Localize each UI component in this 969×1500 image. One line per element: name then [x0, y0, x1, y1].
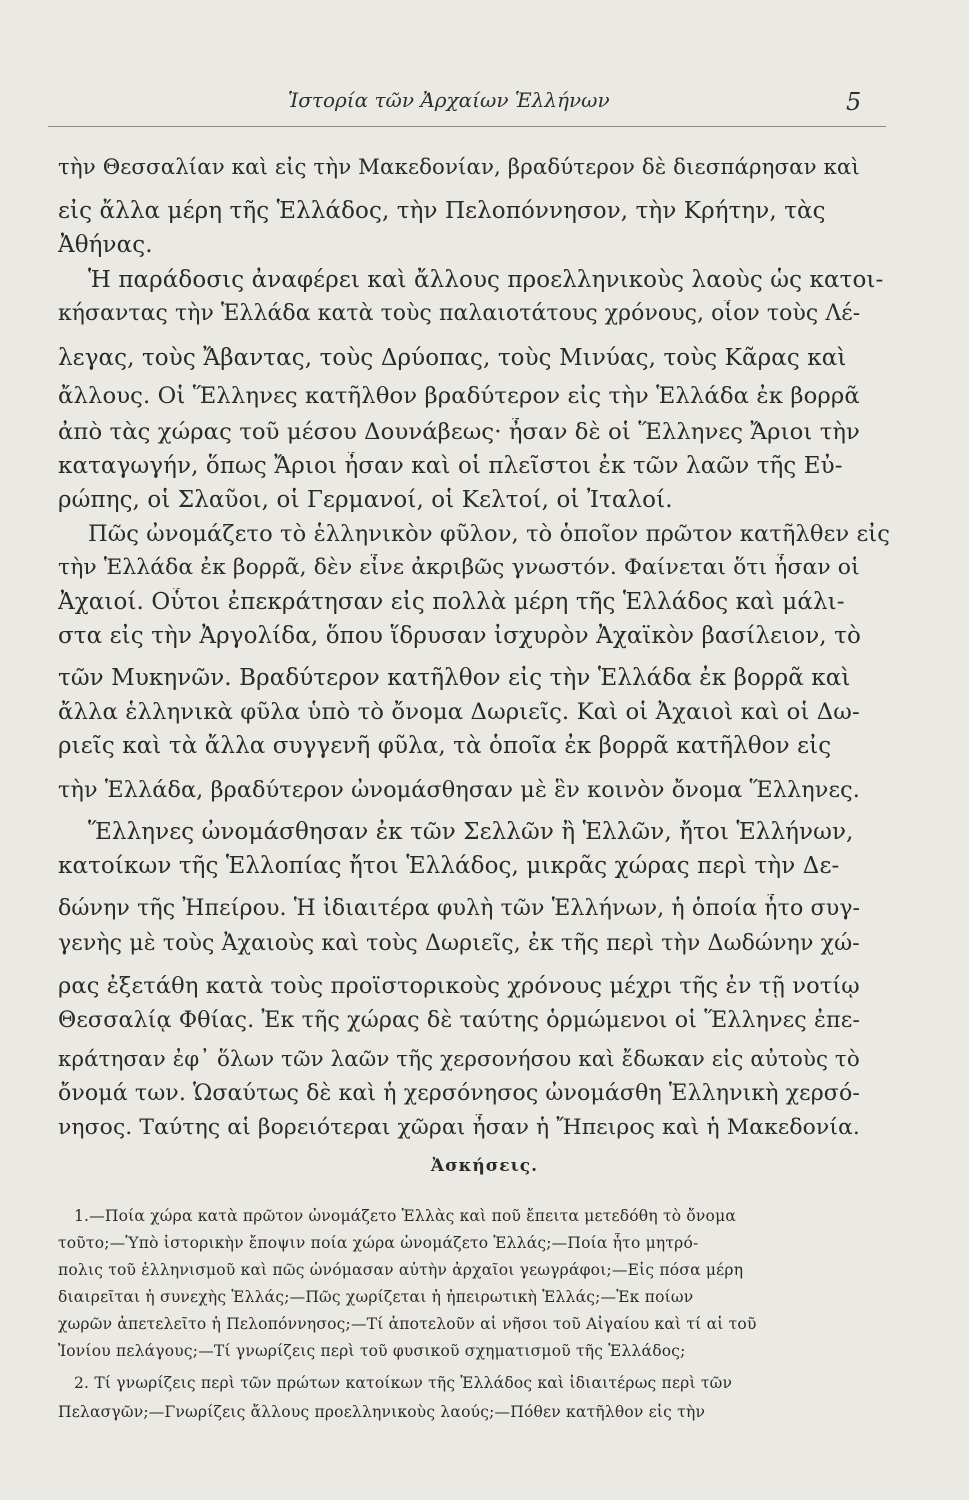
body-line: καταγωγήν, ὅπως Ἄριοι ἦσαν καὶ οἱ πλεῖστοι ἐκ τῶν λαῶν τῆς Εὐ- [58, 453, 843, 479]
body-line: κήσαντας τὴν Ἑλλάδα κατὰ τοὺς παλαιοτάτους χρόνους, οἷον τοὺς Λέ- [58, 301, 861, 326]
body-line: Ἀθήνας. [58, 232, 153, 258]
body-line: Θεσσαλίᾳ Φθίας. Ἐκ τῆς χώρας δὲ ταύτης ὁρμώμενοι οἱ Ἕλληνες ἐπε- [58, 1007, 860, 1033]
body-line: κράτησαν ἐφ᾿ ὅλων τῶν λαῶν τῆς χερσονήσου καὶ ἔδωκαν εἰς αὐτοὺς τὸ [58, 1047, 860, 1072]
body-line: ἀπὸ τὰς χώρας τοῦ μέσου Δουνάβεως· ἦσαν δὲ οἱ Ἕλληνες Ἄριοι τὴν [58, 419, 860, 445]
body-line: Ἡ παράδοσις ἀναφέρει καὶ ἄλλους προελληνικοὺς λαοὺς ὡς κατοι- [88, 267, 884, 293]
body-line: λεγας, τοὺς Ἄβαντας, τοὺς Δρύοπας, τοὺς Μινύας, τοὺς Κᾶρας καὶ [58, 345, 847, 371]
body-line: τὴν Ἑλλάδα, βραδύτερον ὠνομάσθησαν μὲ ἓν κοινὸν ὄνομα Ἕλληνες. [58, 777, 860, 803]
body-line: Πῶς ὠνομάζετο τὸ ἑλληνικὸν φῦλον, τὸ ὁποῖον πρῶτον κατῆλθεν εἰς [88, 521, 890, 547]
body-line: Ἀχαιοί. Οὗτοι ἐπεκράτησαν εἰς πολλὰ μέρη τῆς Ἑλλάδος καὶ μάλι- [58, 589, 845, 615]
body-line: γενὴς μὲ τοὺς Ἀχαιοὺς καὶ τοὺς Δωριεῖς, ἐκ τῆς περὶ τὴν Δωδώνην χώ- [58, 931, 860, 956]
body-line: δώνην τῆς Ἠπείρου. Ἡ ἰδιαιτέρα φυλὴ τῶν Ἑλλήνων, ἡ ὁποία ἦτο συγ- [58, 895, 861, 921]
exercise-line: χωρῶν ἀπετελεῖτο ἡ Πελοπόννησος;—Τί ἀποτελοῦν αἱ νῆσοι τοῦ Αἰγαίου καὶ τί αἱ τοῦ [58, 1315, 757, 1333]
body-line: τὴν Ἑλλάδα ἐκ βορρᾶ, δὲν εἶνε ἀκριβῶς γνωστόν. Φαίνεται ὅτι ἦσαν οἱ [58, 555, 860, 580]
exercise-line: Πελασγῶν;—Γνωρίζεις ἄλλους προελληνικοὺς λαούς;—Πόθεν κατῆλθον εἰς τὴν [58, 1403, 706, 1421]
body-line: ρώπης, οἱ Σλαῦοι, οἱ Γερμανοί, οἱ Κελτοί, οἱ Ἰταλοί. [58, 487, 673, 513]
body-line: ριεῖς καὶ τὰ ἄλλα συγγενῆ φῦλα, τὰ ὁποῖα ἐκ βορρᾶ κατῆλθον εἰς [58, 733, 832, 759]
running-title: Ἱστορία τῶν Ἀρχαίων Ἑλλήνων [288, 88, 610, 112]
body-line: ἄλλα ἑλληνικὰ φῦλα ὑπὸ τὸ ὄνομα Δωριεῖς. Καὶ οἱ Ἀχαιοὶ καὶ οἱ Δω- [58, 699, 860, 725]
body-line: Ἕλληνες ὠνομάσθησαν ἐκ τῶν Σελλῶν ἢ Ἑλλῶν, ἤτοι Ἑλλήνων, [88, 819, 854, 845]
exercise-line: πολις τοῦ ἑλληνισμοῦ καὶ πῶς ὠνόμασαν αὐτὴν ἀρχαῖοι γεωγράφοι;—Εἰς πόσα μέρη [58, 1261, 744, 1279]
exercise-line: τοῦτο;—Ὑπὸ ἱστορικὴν ἔποψιν ποία χώρα ὠνομάζετο Ἑλλάς;—Ποία ἦτο μητρό- [58, 1234, 699, 1252]
body-line: τῶν Μυκηνῶν. Βραδύτερον κατῆλθον εἰς τὴν Ἑλλάδα ἐκ βορρᾶ καὶ [58, 665, 851, 691]
body-line: στα εἰς τὴν Ἀργολίδα, ὅπου ἵδρυσαν ἰσχυρὸν Ἀχαϊκὸν βασίλειον, τὸ [58, 623, 861, 649]
body-line: ρας ἐξετάθη κατὰ τοὺς προϊστορικοὺς χρόνους μέχρι τῆς ἐν τῇ νοτίῳ [58, 973, 860, 999]
exercise-line: 1.—Ποία χώρα κατὰ πρῶτον ὠνομάζετο Ἑλλὰς καὶ ποῦ ἔπειτα μετεδόθη τὸ ὄνομα [74, 1207, 737, 1225]
body-line: ἄλλους. Οἱ Ἕλληνες κατῆλθον βραδύτερον εἰς τὴν Ἑλλάδα ἐκ βορρᾶ [58, 383, 860, 409]
body-line: τὴν Θεσσαλίαν καὶ εἰς τὴν Μακεδονίαν, βραδύτερον δὲ διεσπάρησαν καὶ [58, 155, 860, 180]
body-line: κατοίκων τῆς Ἑλλοπίας ἤτοι Ἑλλάδος, μικρᾶς χώρας περὶ τὴν Δε- [58, 853, 840, 879]
exercise-line: 2. Τί γνωρίζεις περὶ τῶν πρώτων κατοίκων τῆς Ἑλλάδος καὶ ἰδιαιτέρως περὶ τῶν [74, 1374, 733, 1392]
exercise-line: Ἰονίου πελάγους;—Τί γνωρίζεις περὶ τοῦ φυσικοῦ σχηματισμοῦ τῆς Ἑλλάδος; [58, 1342, 686, 1360]
body-line: νησος. Ταύτης αἱ βορειότεραι χῶραι ἦσαν ἡ Ἤπειρος καὶ ἡ Μακεδονία. [58, 1115, 860, 1140]
exercise-line: διαιρεῖται ἡ συνεχὴς Ἑλλάς;—Πῶς χωρίζεται ἡ ἠπειρωτικὴ Ἑλλάς;—Ἐκ ποίων [58, 1288, 694, 1306]
page-number: 5 [846, 88, 862, 116]
header-rule [48, 126, 886, 127]
body-line: εἰς ἄλλα μέρη τῆς Ἑλλάδος, τὴν Πελοπόννησον, τὴν Κρήτην, τὰς [58, 198, 826, 224]
body-line: ὄνομά των. Ὡσαύτως δὲ καὶ ἡ χερσόνησος ὠνομάσθη Ἑλληνικὴ χερσό- [58, 1081, 860, 1106]
exercises-heading: Ἀσκήσεις. [430, 1156, 539, 1176]
